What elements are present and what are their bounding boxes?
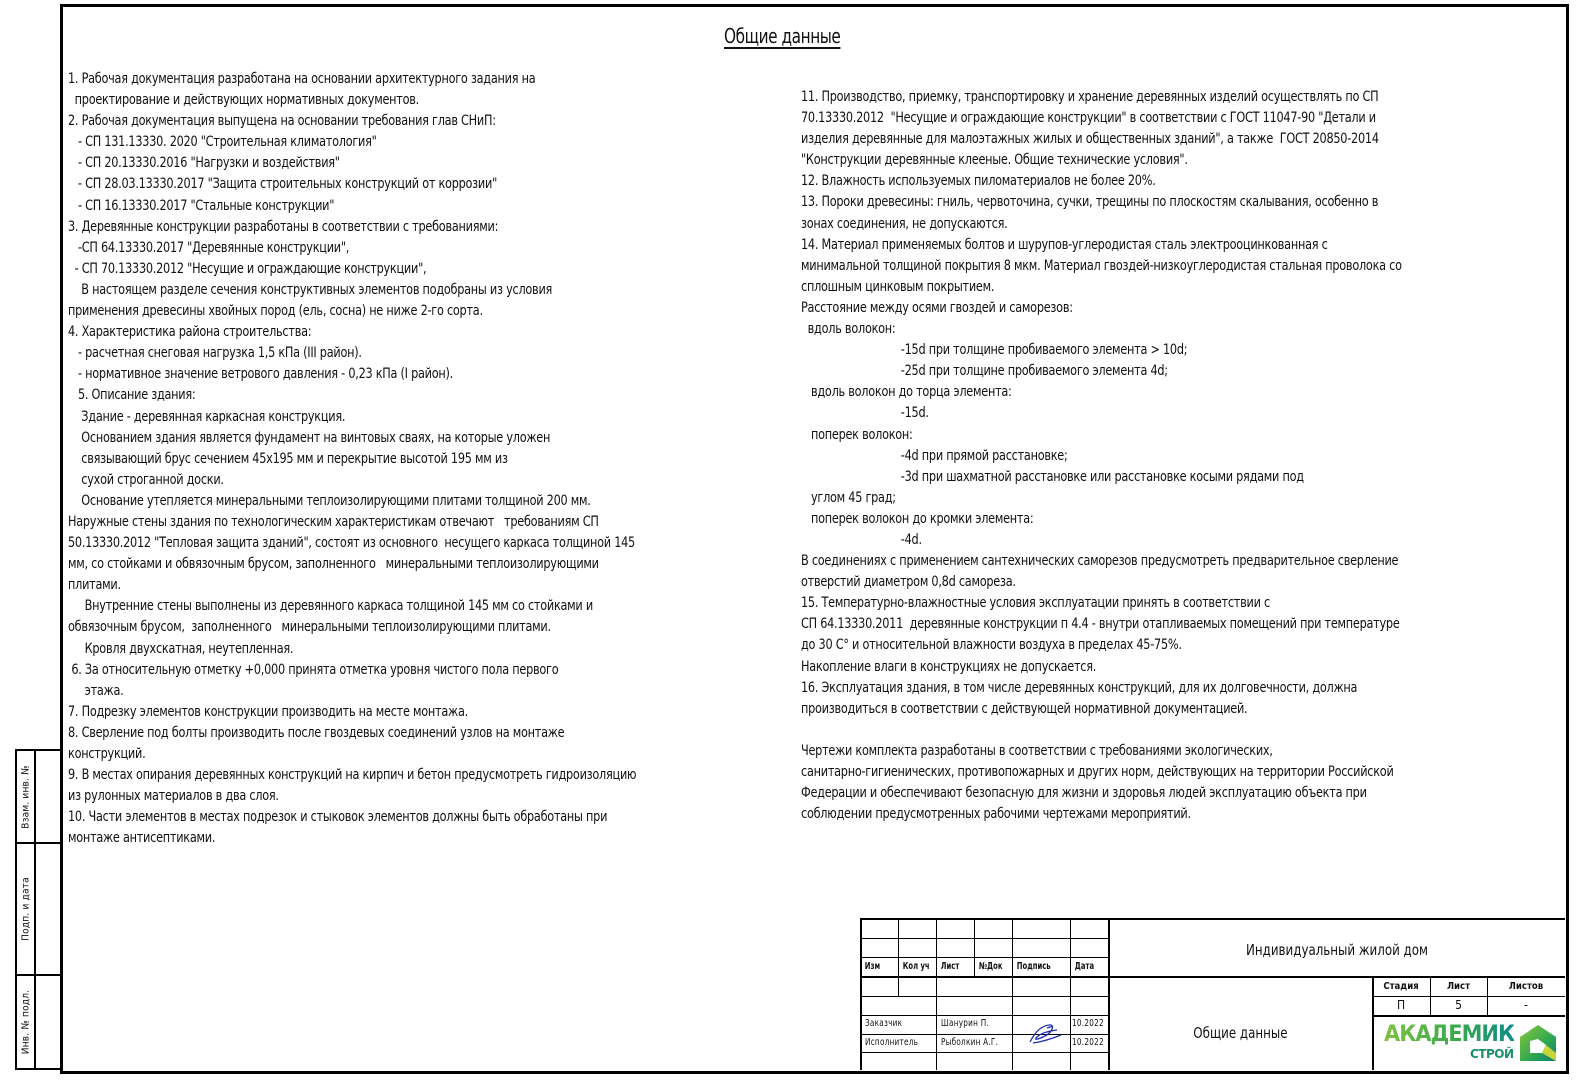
header-ndok: №Док bbox=[978, 961, 1003, 972]
note-line: 11. Производство, приемку, транспортировку и хранение деревянных изделий осуществлять по СП bbox=[801, 88, 1379, 105]
note-line: -4d. bbox=[801, 530, 922, 548]
sheet-title-text: Общие данные bbox=[1192, 1024, 1288, 1042]
note-line: проектирование и действующих нормативных документов. bbox=[68, 91, 419, 109]
note-line: -15d. bbox=[801, 404, 929, 422]
grid-line bbox=[1012, 918, 1013, 1070]
side-stamp-cell bbox=[15, 974, 34, 1070]
side-stamp-value-cell bbox=[34, 974, 61, 1070]
header-podpis: Подпись bbox=[1016, 961, 1051, 972]
note-line: отверстий диаметром 0,8d самореза. bbox=[801, 573, 1016, 591]
note-line: Федерации и обеспечивают безопасную для жизни и здоровья людей эксплуатацию объекта при bbox=[801, 784, 1367, 802]
note-line: Наружные стены здания по технологическим характеристикам отвечают требованиям СП bbox=[68, 512, 599, 530]
note-line: 7. Подрезку элементов конструкции производить на месте монтажа. bbox=[68, 702, 468, 720]
note-line: 3. Деревянные конструкции разработаны в соответствии с требованиями: bbox=[68, 217, 499, 235]
note-line: вдоль волокон: bbox=[801, 320, 896, 338]
note-line: сплошным цинковым покрытием. bbox=[801, 277, 995, 295]
note-line: 50.13330.2012 "Тепловая защита зданий", состоят из основного несущего каркаса толщиной 145 bbox=[68, 534, 635, 552]
note-line: Внутренние стены выполнены из деревянного каркаса толщиной 145 мм со стойками и bbox=[68, 597, 593, 615]
note-line: этажа. bbox=[68, 681, 124, 699]
title-block-border bbox=[860, 918, 862, 1070]
project-name-text: Индивидуальный жилой дом bbox=[1245, 941, 1428, 959]
note-line: СП 64.13330.2011 деревянные конструкции п 4.4 - внутри отапливаемых помещений при температуре bbox=[801, 615, 1400, 633]
note-line: вдоль волокон до торца элемента: bbox=[801, 383, 1012, 401]
note-line: "Конструкции деревянные клееные. Общие технические условия". bbox=[801, 151, 1188, 169]
note-line: 13. Пороки древесины: гниль, червоточина, сучки, трещины по плоскостям скалывания, особенно в bbox=[801, 193, 1379, 211]
project-name bbox=[1108, 930, 1565, 970]
note-line: санитарно-гигиенических, противопожарных и других норм, действующих на территории Российской bbox=[801, 763, 1394, 780]
stage-header: Стадия bbox=[1383, 981, 1419, 992]
side-stamp-label: Взам. инв. № bbox=[20, 764, 31, 829]
note-line: 10. Части элементов в местах подрезок и стыковок элементов должны быть обработаны при bbox=[68, 808, 608, 826]
note-line: - нормативное значение ветрового давления - 0,23 кПа (I район). bbox=[68, 365, 453, 383]
note-line: 8. Сверление под болты производить после гвоздевых соединений узлов на монтаже bbox=[68, 723, 565, 741]
header-data: Дата bbox=[1074, 961, 1095, 972]
note-line: - расчетная снеговая нагрузка 1,5 кПа (III район). bbox=[68, 344, 362, 362]
stage-value: П bbox=[1396, 998, 1406, 1012]
note-line: до 30 С° и относительной влажности воздуха в пределах 45-75%. bbox=[801, 636, 1182, 654]
notes-left-column bbox=[68, 68, 729, 848]
note-line: сухой строганной доски. bbox=[68, 470, 224, 488]
note-line: -25d при толщине пробиваемого элемента 4d; bbox=[801, 362, 1168, 380]
header-izm: Изм bbox=[864, 961, 881, 972]
note-line: связывающий брус сечением 45x195 мм и перекрытие высотой 195 мм из bbox=[68, 449, 508, 467]
note-line: производиться в соответствии с действующей нормативной документацией. bbox=[801, 699, 1248, 717]
note-line: 14. Материал применяемых болтов и шурупов-углеродистая сталь электрооцинкованная с bbox=[801, 235, 1328, 253]
note-line: монтаже антисептиками. bbox=[68, 829, 216, 847]
note-line: поперек волокон до кромки элемента: bbox=[801, 509, 1034, 527]
note-line: - СП 16.13330.2017 "Стальные конструкции" bbox=[68, 196, 335, 214]
note-line: Накопление влаги в конструкциях не допускается. bbox=[801, 657, 1097, 675]
note-line: 12. Влажность используемых пиломатериалов не более 20%. bbox=[801, 172, 1156, 190]
signature-icon bbox=[1027, 1022, 1063, 1046]
note-line: 5. Описание здания: bbox=[68, 386, 196, 404]
note-line: обвязочным брусом, заполненного минеральными теплоизолирующими плитами. bbox=[68, 618, 551, 636]
side-stamp-label: Подп. и дата bbox=[20, 877, 31, 941]
note-line: Основанием здания является фундамент на винтовых сваях, на которые уложен bbox=[68, 428, 551, 446]
side-stamp bbox=[15, 749, 61, 1070]
title-block bbox=[860, 918, 1565, 1070]
note-line: - СП 70.13330.2012 "Несущие и ограждающие конструкции", bbox=[68, 259, 427, 277]
date-customer: 10.2022 bbox=[1072, 1018, 1104, 1029]
note-line: плитами. bbox=[68, 576, 121, 594]
note-line: -3d при шахматной расстановке или расстановке косыми рядами под bbox=[801, 467, 1304, 485]
note-line: изделия деревянные для малоэтажных жилых и общественных зданий", а также ГОСТ 20850-2014 bbox=[801, 130, 1379, 148]
grid-line bbox=[936, 918, 937, 1070]
note-line: 1. Рабочая документация разработана на основании архитектурного задания на bbox=[68, 70, 536, 87]
side-stamp-cell bbox=[15, 749, 34, 844]
note-line: 6. За относительную отметку +0,000 принята отметка уровня чистого пола первого bbox=[68, 660, 559, 678]
logo-subword: СТРОЙ bbox=[1470, 1047, 1514, 1061]
note-line: поперек волокон: bbox=[801, 425, 913, 443]
sheet-header: Лист bbox=[1446, 981, 1471, 992]
note-line: конструкций. bbox=[68, 745, 146, 762]
note-line: - СП 131.13330. 2020 "Строительная климатология" bbox=[68, 133, 377, 151]
note-line: -15d при толщине пробиваемого элемента > 10d; bbox=[801, 341, 1188, 359]
grid-line bbox=[1070, 918, 1071, 1070]
side-stamp-label: Инв. № подл. bbox=[20, 989, 31, 1055]
note-line: Здание - деревянная каркасная конструкция. bbox=[68, 407, 346, 425]
note-line: 15. Температурно-влажностные условия эксплуатации принять в соответствии с bbox=[801, 594, 1270, 612]
note-line: В соединениях с применением сантехнических саморезов предусмотреть предварительное сверление bbox=[801, 552, 1399, 570]
side-stamp-cell bbox=[15, 842, 34, 976]
note-line: 2. Рабочая документация выпущена на основании требования глав СНиП: bbox=[68, 112, 496, 130]
logo-word: АКАДЕМИК bbox=[1384, 1022, 1515, 1047]
note-line: из рулонных материалов в два слоя. bbox=[68, 787, 279, 805]
name-executor: Рыболкин А.Г. bbox=[941, 1037, 999, 1048]
side-stamp-value-cell bbox=[34, 842, 61, 976]
company-logo bbox=[1384, 1018, 1562, 1066]
note-line: мм, со стойками и обвязочным брусом, заполненного минеральными теплоизолирующими bbox=[68, 555, 599, 573]
sheet-title bbox=[1108, 978, 1372, 1070]
note-line bbox=[801, 719, 1402, 740]
name-customer: Шанурин П. bbox=[941, 1018, 989, 1029]
sheets-value: - bbox=[1524, 998, 1528, 1012]
note-line: 16. Эксплуатация здания, в том числе деревянных конструкций, для их долговечности, должна bbox=[801, 678, 1358, 696]
note-line: 4. Характеристика района строительства: bbox=[68, 323, 312, 341]
side-stamp-value-cell bbox=[34, 749, 61, 844]
note-line: Чертежи комплекта разработаны в соответствии с требованиями экологических, bbox=[801, 741, 1273, 759]
note-line: - СП 20.13330.2016 "Нагрузки и воздействия" bbox=[68, 154, 340, 172]
sheets-header: Листов bbox=[1508, 981, 1544, 992]
role-customer: Заказчик bbox=[865, 1018, 903, 1029]
sheet-value: 5 bbox=[1455, 998, 1462, 1012]
house-logo-icon bbox=[1518, 1023, 1558, 1063]
note-line: углом 45 град; bbox=[801, 488, 896, 506]
note-line: минимальной толщиной покрытия 8 мкм. Материал гвоздей-низкоуглеродистая стальная проволока со bbox=[801, 256, 1402, 274]
note-line: Основание утепляется минеральными теплоизолирующими плитами толщиной 200 мм. bbox=[68, 491, 591, 509]
header-list: Лист bbox=[940, 961, 960, 972]
grid-line bbox=[1372, 1015, 1565, 1017]
note-line: Расстояние между осями гвоздей и саморезов: bbox=[801, 298, 1073, 316]
note-line: 9. В местах опирания деревянных конструкций на кирпич и бетон предусмотреть гидроизоляцию bbox=[68, 766, 637, 784]
note-line: -СП 64.13330.2017 "Деревянные конструкции", bbox=[68, 238, 350, 256]
title-block-border bbox=[860, 918, 1565, 920]
note-line: применения древесины хвойных пород (ель, сосна) не ниже 2-го сорта. bbox=[68, 302, 483, 320]
note-line: -4d при прямой расстановке; bbox=[801, 446, 1068, 464]
note-line: соблюдении предусмотренных рабочими чертежами мероприятий. bbox=[801, 805, 1191, 823]
header-kol-uch: Кол уч bbox=[902, 961, 930, 972]
role-executor: Исполнитель bbox=[865, 1037, 919, 1048]
page-title: Общие данные bbox=[724, 24, 841, 48]
note-line: зонах соединения, не допускаются. bbox=[801, 214, 1008, 232]
note-line: 70.13330.2012 "Несущие и ограждающие конструкции" в соответствии с ГОСТ 11047-90 "Детали и bbox=[801, 109, 1376, 127]
note-line: В настоящем разделе сечения конструктивных элементов подобраны из условия bbox=[68, 280, 553, 298]
date-executor: 10.2022 bbox=[1072, 1037, 1104, 1048]
note-line: - СП 28.03.13330.2017 "Защита строительных конструкций от коррозии" bbox=[68, 175, 498, 193]
notes-right-column bbox=[801, 86, 1500, 824]
note-line: Кровля двухскатная, неутепленная. bbox=[68, 639, 294, 657]
